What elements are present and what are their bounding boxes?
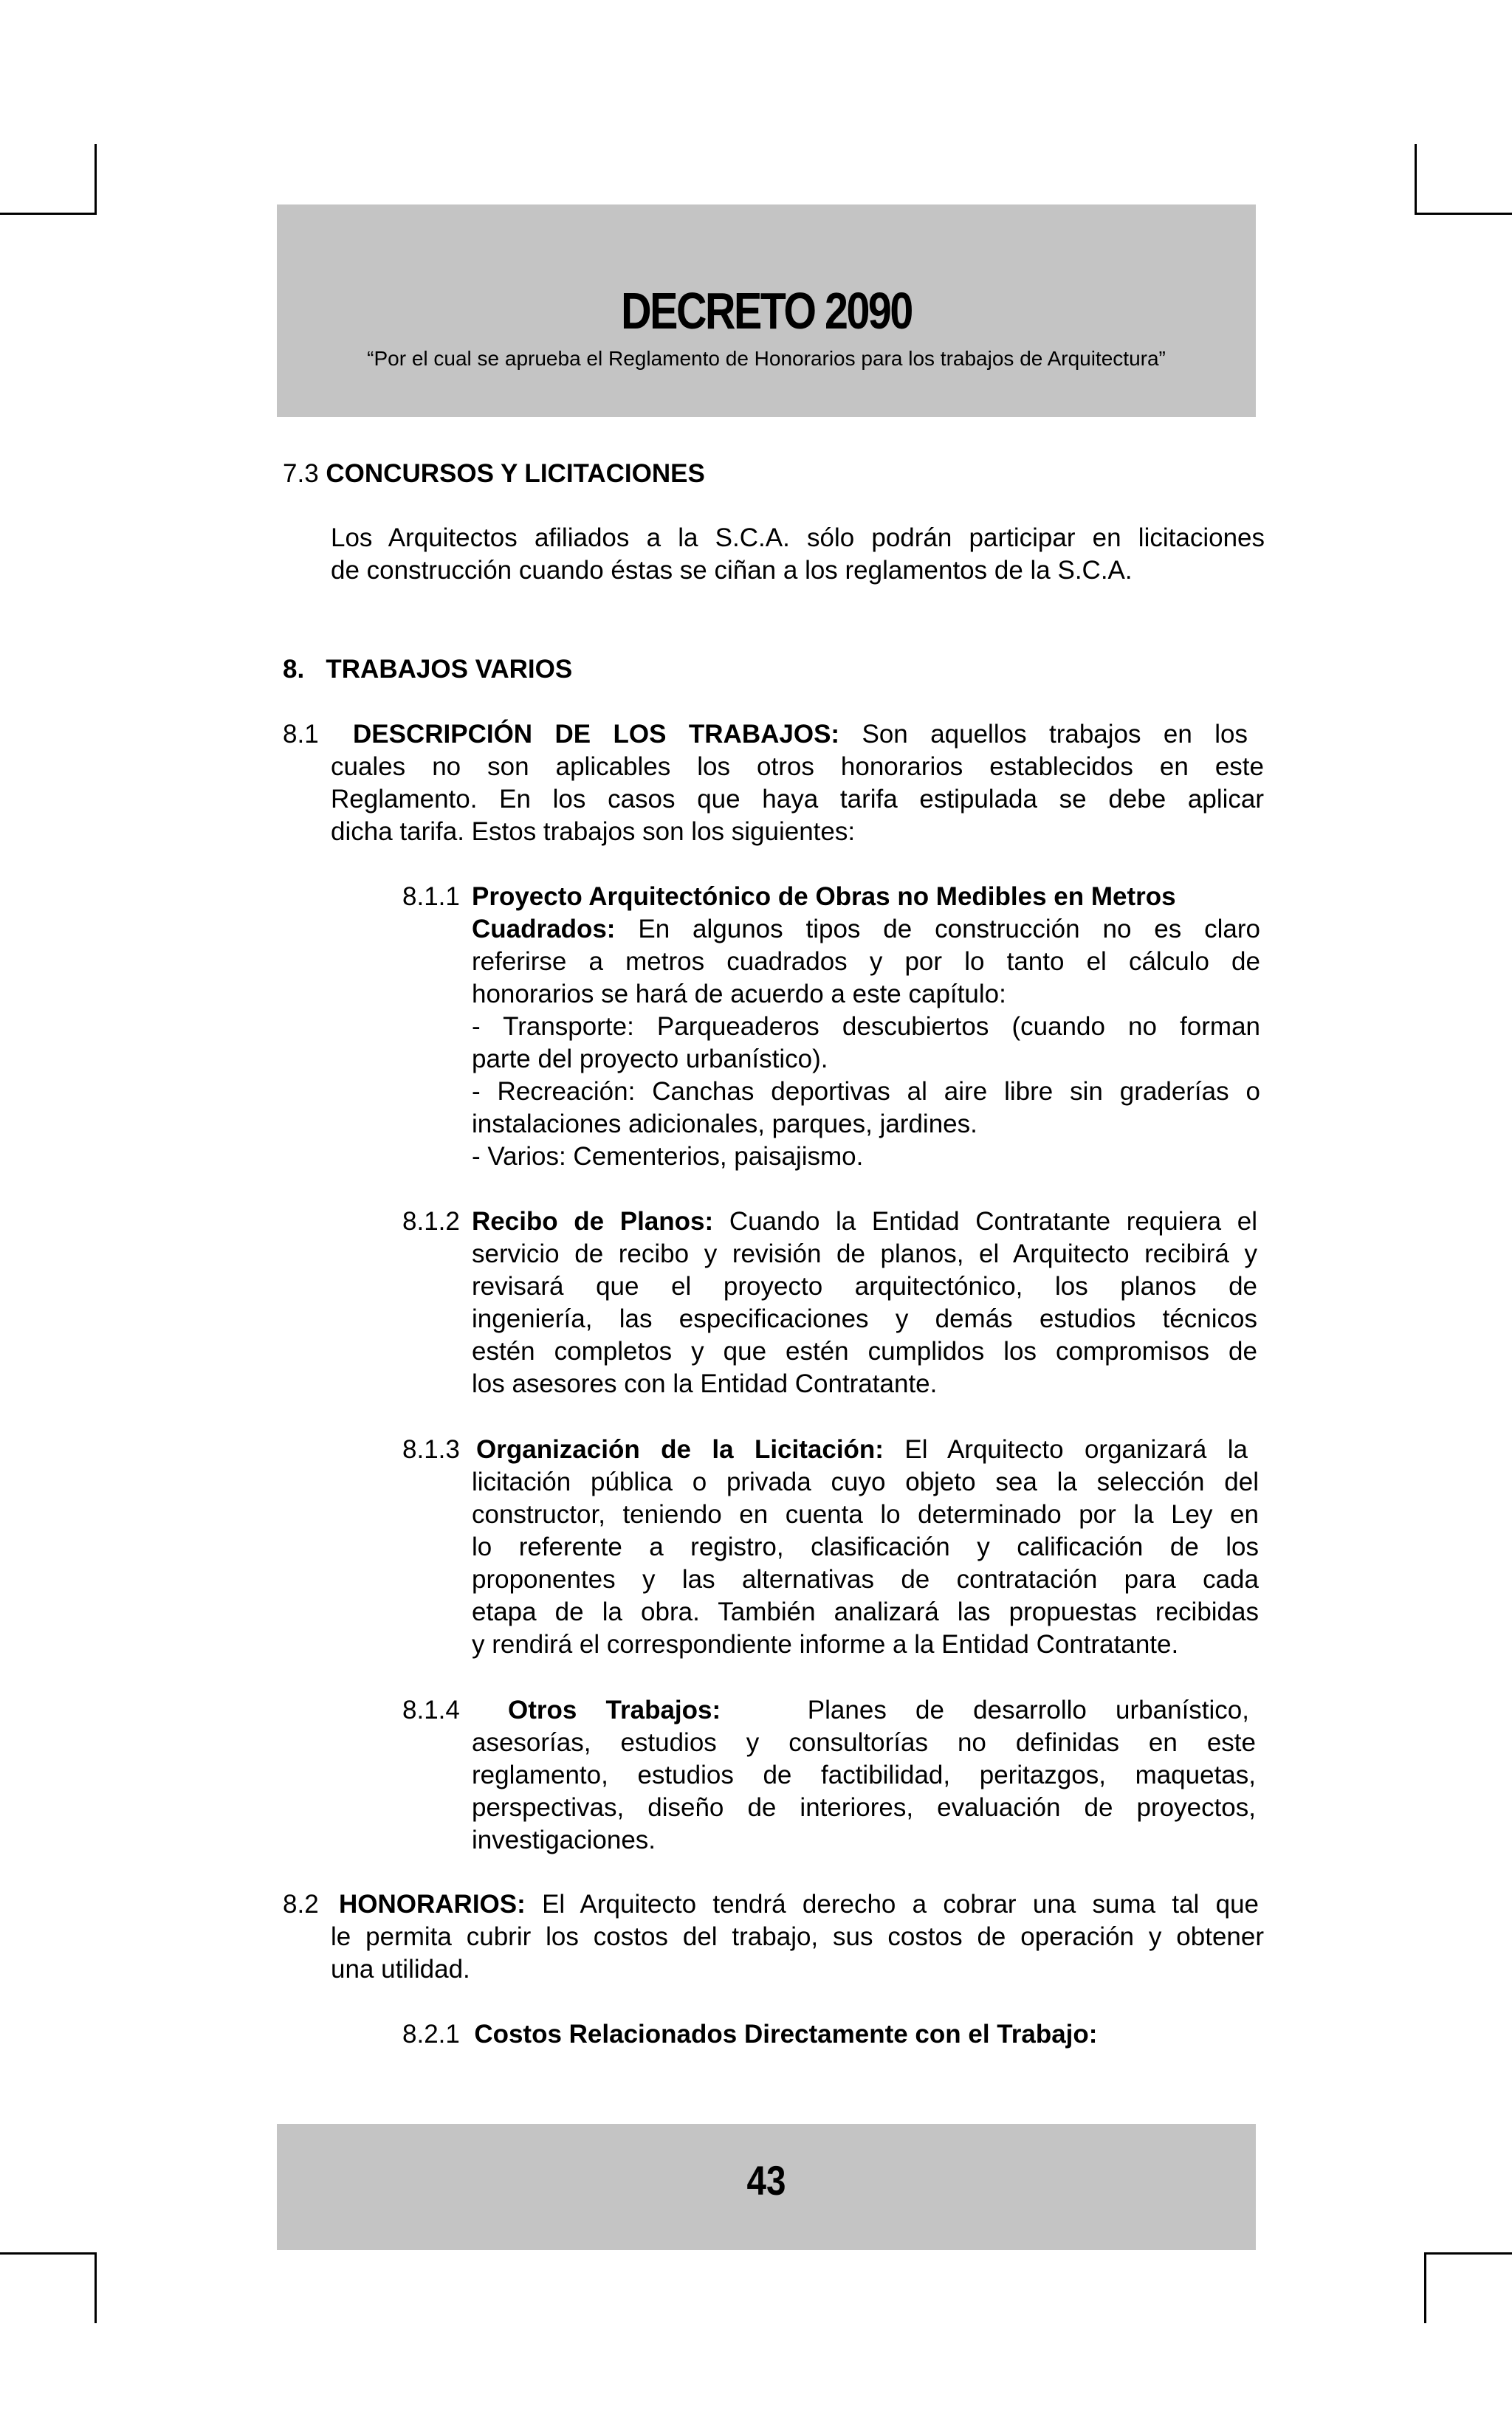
section-number: 8.: [283, 655, 305, 684]
item-8-1-2-number: 8.1.2: [402, 1207, 460, 1236]
paragraph-line: asesorías, estudios y consultorías no definidas en este: [472, 1728, 1256, 1757]
section-title: DESCRIPCIÓN DE LOS TRABAJOS:: [353, 720, 840, 749]
item-8-1-2-body: [472, 1206, 1257, 1400]
item-title: Recibo de Planos:: [472, 1207, 714, 1236]
item-title: Organización de la Licitación:: [476, 1435, 884, 1464]
section-7-3-heading: [283, 458, 705, 490]
paragraph-line: proponentes y las alternativas de contratación para cada: [472, 1565, 1259, 1594]
section-8-2-number: 8.2: [283, 1890, 319, 1919]
paragraph-line: ingeniería, las especificaciones y demás estudios técnicos: [472, 1304, 1257, 1333]
item-8-2-1-heading: [402, 2018, 1097, 2051]
paragraph-line: lo referente a registro, clasificación y calificación de los: [472, 1533, 1259, 1561]
item-number: 8.2.1: [402, 2020, 460, 2049]
item-title: Proyecto Arquitectónico de Obras no Medibles en Metros: [472, 882, 1176, 911]
paragraph-line: referirse a metros cuadrados y por lo tanto el cálculo de: [472, 947, 1260, 976]
section-number: 7.3: [283, 459, 319, 488]
paragraph-line: de construcción cuando éstas se ciñan a los reglamentos de la S.C.A.: [331, 556, 1133, 585]
section-8-1-number: 8.1: [283, 720, 319, 749]
item-8-1-4-body-cont: [472, 1727, 1256, 1857]
item-title: Otros Trabajos:: [508, 1696, 721, 1724]
crop-mark-top-right-v: [1415, 144, 1417, 214]
section-7-3-body: [331, 522, 1265, 587]
paragraph-line: cuales no son aplicables los otros honorarios establecidos en este: [331, 752, 1264, 781]
paragraph-line: los asesores con la Entidad Contratante.: [472, 1369, 938, 1398]
page-number: 43: [746, 2157, 786, 2204]
crop-mark-top-left-h: [0, 213, 97, 215]
section-8-heading: [283, 653, 572, 686]
item-8-1-3-number: 8.1.3: [402, 1435, 460, 1464]
paragraph-line: Organización de la Licitación: El Arquitecto organizará la: [476, 1435, 1248, 1464]
crop-mark-bottom-right-h: [1424, 2252, 1512, 2255]
paragraph-line: perspectivas, diseño de interiores, evaluación de proyectos,: [472, 1793, 1256, 1822]
section-title: HONORARIOS:: [339, 1890, 526, 1919]
crop-mark-bottom-left-h: [0, 2252, 97, 2255]
paragraph-line: Recibo de Planos: Cuando la Entidad Contratante requiera el: [472, 1207, 1257, 1236]
paragraph-line: parte del proyecto urbanístico).: [472, 1045, 828, 1073]
footer-band: [277, 2124, 1256, 2250]
paragraph-line: investigaciones.: [472, 1826, 656, 1854]
paragraph-line: HONORARIOS: El Arquitecto tendrá derecho a cobrar una suma tal que: [339, 1890, 1260, 1919]
section-8-2-body: [339, 1888, 1259, 1921]
paragraph-line: Otros Trabajos: Planes de desarrollo urbanístico,: [508, 1696, 1249, 1724]
crop-mark-top-left-v: [94, 144, 97, 214]
item-title: Costos Relacionados Directamente con el Trabajo:: [474, 2020, 1098, 2049]
paragraph-line: Reglamento. En los casos que haya tarifa estipulada se debe aplicar: [331, 785, 1264, 814]
document-subtitle: “Por el cual se aprueba el Reglamento de Honorarios para los trabajos de Arquitectura”: [367, 347, 1166, 370]
paragraph-line: revisará que el proyecto arquitectónico, los planos de: [472, 1272, 1257, 1301]
paragraph-line: licitación pública o privada cuyo objeto sea la selección del: [472, 1468, 1259, 1496]
item-title: Cuadrados:: [472, 915, 616, 943]
paragraph-line: constructor, teniendo en cuenta lo determinado por la Ley en: [472, 1500, 1259, 1529]
paragraph-line: dicha tarifa. Estos trabajos son los siguientes:: [331, 817, 856, 846]
crop-mark-bottom-right-v: [1424, 2252, 1426, 2323]
document-title: DECRETO 2090: [621, 282, 912, 340]
item-8-1-3-body: [476, 1434, 1248, 1466]
paragraph-line: - Transporte: Parqueaderos descubiertos (cuando no forman: [472, 1012, 1260, 1041]
paragraph-line: honorarios se hará de acuerdo a este capítulo:: [472, 980, 1006, 1008]
paragraph-line: etapa de la obra. También analizará las propuestas recibidas: [472, 1598, 1259, 1626]
section-title: TRABAJOS VARIOS: [326, 655, 573, 684]
paragraph-line: - Recreación: Canchas deportivas al aire libre sin graderías o: [472, 1077, 1260, 1106]
section-title: CONCURSOS Y LICITACIONES: [326, 459, 705, 488]
item-8-1-1-body: [472, 881, 1260, 1173]
header-band: [277, 204, 1256, 417]
paragraph-line: Los Arquitectos afiliados a la S.C.A. sólo podrán participar en licitaciones: [331, 523, 1265, 552]
paragraph-line: - Varios: Cementerios, paisajismo.: [472, 1142, 864, 1171]
item-8-1-4-body: [508, 1694, 1249, 1727]
section-8-1-body-cont: [331, 751, 1264, 848]
paragraph-line: una utilidad.: [331, 1955, 470, 1984]
paragraph-line: le permita cubrir los costos del trabajo, sus costos de operación y obtener: [331, 1922, 1264, 1951]
paragraph-line: Cuadrados: En algunos tipos de construcción no es claro: [472, 915, 1260, 943]
crop-mark-bottom-left-v: [94, 2252, 97, 2323]
paragraph-line: instalaciones adicionales, parques, jardines.: [472, 1110, 977, 1138]
item-8-1-3-body-cont: [472, 1466, 1259, 1661]
paragraph-line: y rendirá el correspondiente informe a la Entidad Contratante.: [472, 1630, 1179, 1659]
paragraph-line: estén completos y que estén cumplidos los compromisos de: [472, 1337, 1257, 1366]
item-8-1-4-number: 8.1.4: [402, 1696, 460, 1724]
item-8-1-1-number: 8.1.1: [402, 882, 460, 911]
paragraph-line: reglamento, estudios de factibilidad, peritazgos, maquetas,: [472, 1761, 1256, 1789]
crop-mark-top-right-h: [1415, 213, 1512, 215]
section-8-2-body-cont: [331, 1921, 1264, 1986]
section-8-1-body: [353, 718, 1248, 751]
paragraph-line: servicio de recibo y revisión de planos, el Arquitecto recibirá y: [472, 1239, 1257, 1268]
paragraph-line: DESCRIPCIÓN DE LOS TRABAJOS: Son aquellos trabajos en los: [353, 720, 1248, 749]
